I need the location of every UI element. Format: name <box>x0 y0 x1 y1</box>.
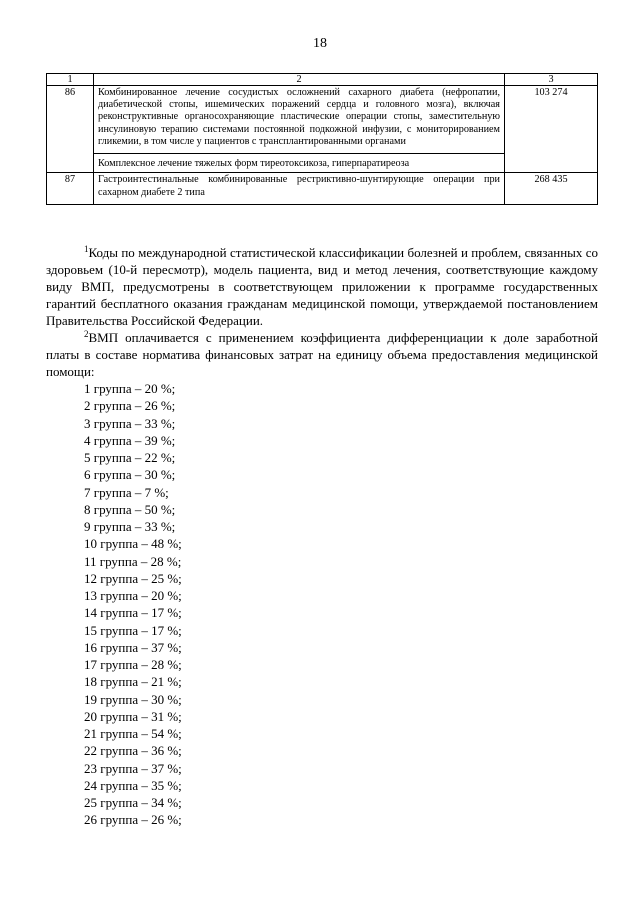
footnote-2 <box>46 329 598 380</box>
footnote-mark: 1 <box>84 244 89 254</box>
list-item: 23 группа – 37 %; <box>84 760 182 776</box>
list-item: 11 группа – 28 %; <box>84 553 182 569</box>
group-list <box>46 380 598 829</box>
list-item: 10 группа – 48 %; <box>84 536 182 552</box>
list-item: 13 группа – 20 %; <box>84 588 182 603</box>
footnote-text: ВМП оплачивается с применением коэффициента дифференциации к доле заработной платы в составе норматива финансовых затрат на единицу объема предоставления медицинской помощи: <box>46 330 598 379</box>
list-item: 2 группа – 26 %; <box>84 398 176 414</box>
list-item: 16 группа – 37 %; <box>84 639 182 655</box>
list-item: 6 группа – 30 %; <box>84 467 176 483</box>
table-header-row <box>47 74 598 86</box>
list-item: 21 группа – 54 %; <box>84 726 182 741</box>
vmp-table <box>46 73 598 205</box>
footnote-mark: 2 <box>84 329 89 339</box>
list-item: 3 группа – 33 %; <box>84 415 176 431</box>
table-row <box>47 86 598 154</box>
header-cell: 2 <box>94 74 505 86</box>
row-value: 103 274 <box>505 86 598 173</box>
page-number: 18 <box>313 36 327 51</box>
row-description: Комбинированное лечение сосудистых осложнений сахарного диабета (нефропатии, диабетической стопы, ишемических поражений сердца и головного мозга), включая реконструктивные органосохраняющие пластические операции стопы, заместительную инсулиновую терапию системами постоянной подкожной инфузии, с мониторированием гликемии, в том числе у пациентов с трансплантированными органами <box>94 86 505 154</box>
table-row <box>47 173 598 204</box>
list-item: 19 группа – 30 %; <box>84 691 182 707</box>
header-cell: 1 <box>47 74 94 86</box>
list-item: 17 группа – 28 %; <box>84 657 182 672</box>
list-item: 24 группа – 35 %; <box>84 777 182 793</box>
list-item: 26 группа – 26 %; <box>84 812 182 828</box>
list-item: 20 группа – 31 %; <box>84 708 182 724</box>
row-description: Комплексное лечение тяжелых форм тиреотоксикоза, гиперпаратиреоза <box>94 154 505 173</box>
row-value: 268 435 <box>505 173 598 204</box>
list-item: 18 группа – 21 %; <box>84 674 182 690</box>
row-description: Гастроинтестинальные комбинированные рестриктивно-шунтирующие операции при сахарном диабете 2 типа <box>94 173 505 204</box>
header-cell: 3 <box>505 74 598 86</box>
list-item: 5 группа – 22 %; <box>84 450 176 465</box>
list-item: 7 группа – 7 %; <box>84 484 169 500</box>
row-number: 86 <box>47 86 94 173</box>
list-item: 14 группа – 17 %; <box>84 605 182 621</box>
footnote-1 <box>46 244 598 329</box>
list-item: 25 группа – 34 %; <box>84 795 182 810</box>
footnotes <box>46 244 598 829</box>
list-item: 9 группа – 33 %; <box>84 519 176 534</box>
row-number: 87 <box>47 173 94 204</box>
list-item: 12 группа – 25 %; <box>84 570 182 586</box>
list-item: 1 группа – 20 %; <box>84 381 176 396</box>
list-item: 22 группа – 36 %; <box>84 743 182 759</box>
footnote-text: Коды по международной статистической классификации болезней и проблем, связанных со здоровьем (10-й пересмотр), модель пациента, вид и метод лечения, соответствующие каждому виду ВМП, предусмотрены в соответствующем приложении к программе государственных гарантий бесплатного оказания гражданам медицинской помощи, утверждаемой постановлением Правительства Российской Федерации. <box>46 245 598 328</box>
list-item: 8 группа – 50 %; <box>84 501 176 517</box>
list-item: 15 группа – 17 %; <box>84 622 182 638</box>
list-item: 4 группа – 39 %; <box>84 432 176 448</box>
